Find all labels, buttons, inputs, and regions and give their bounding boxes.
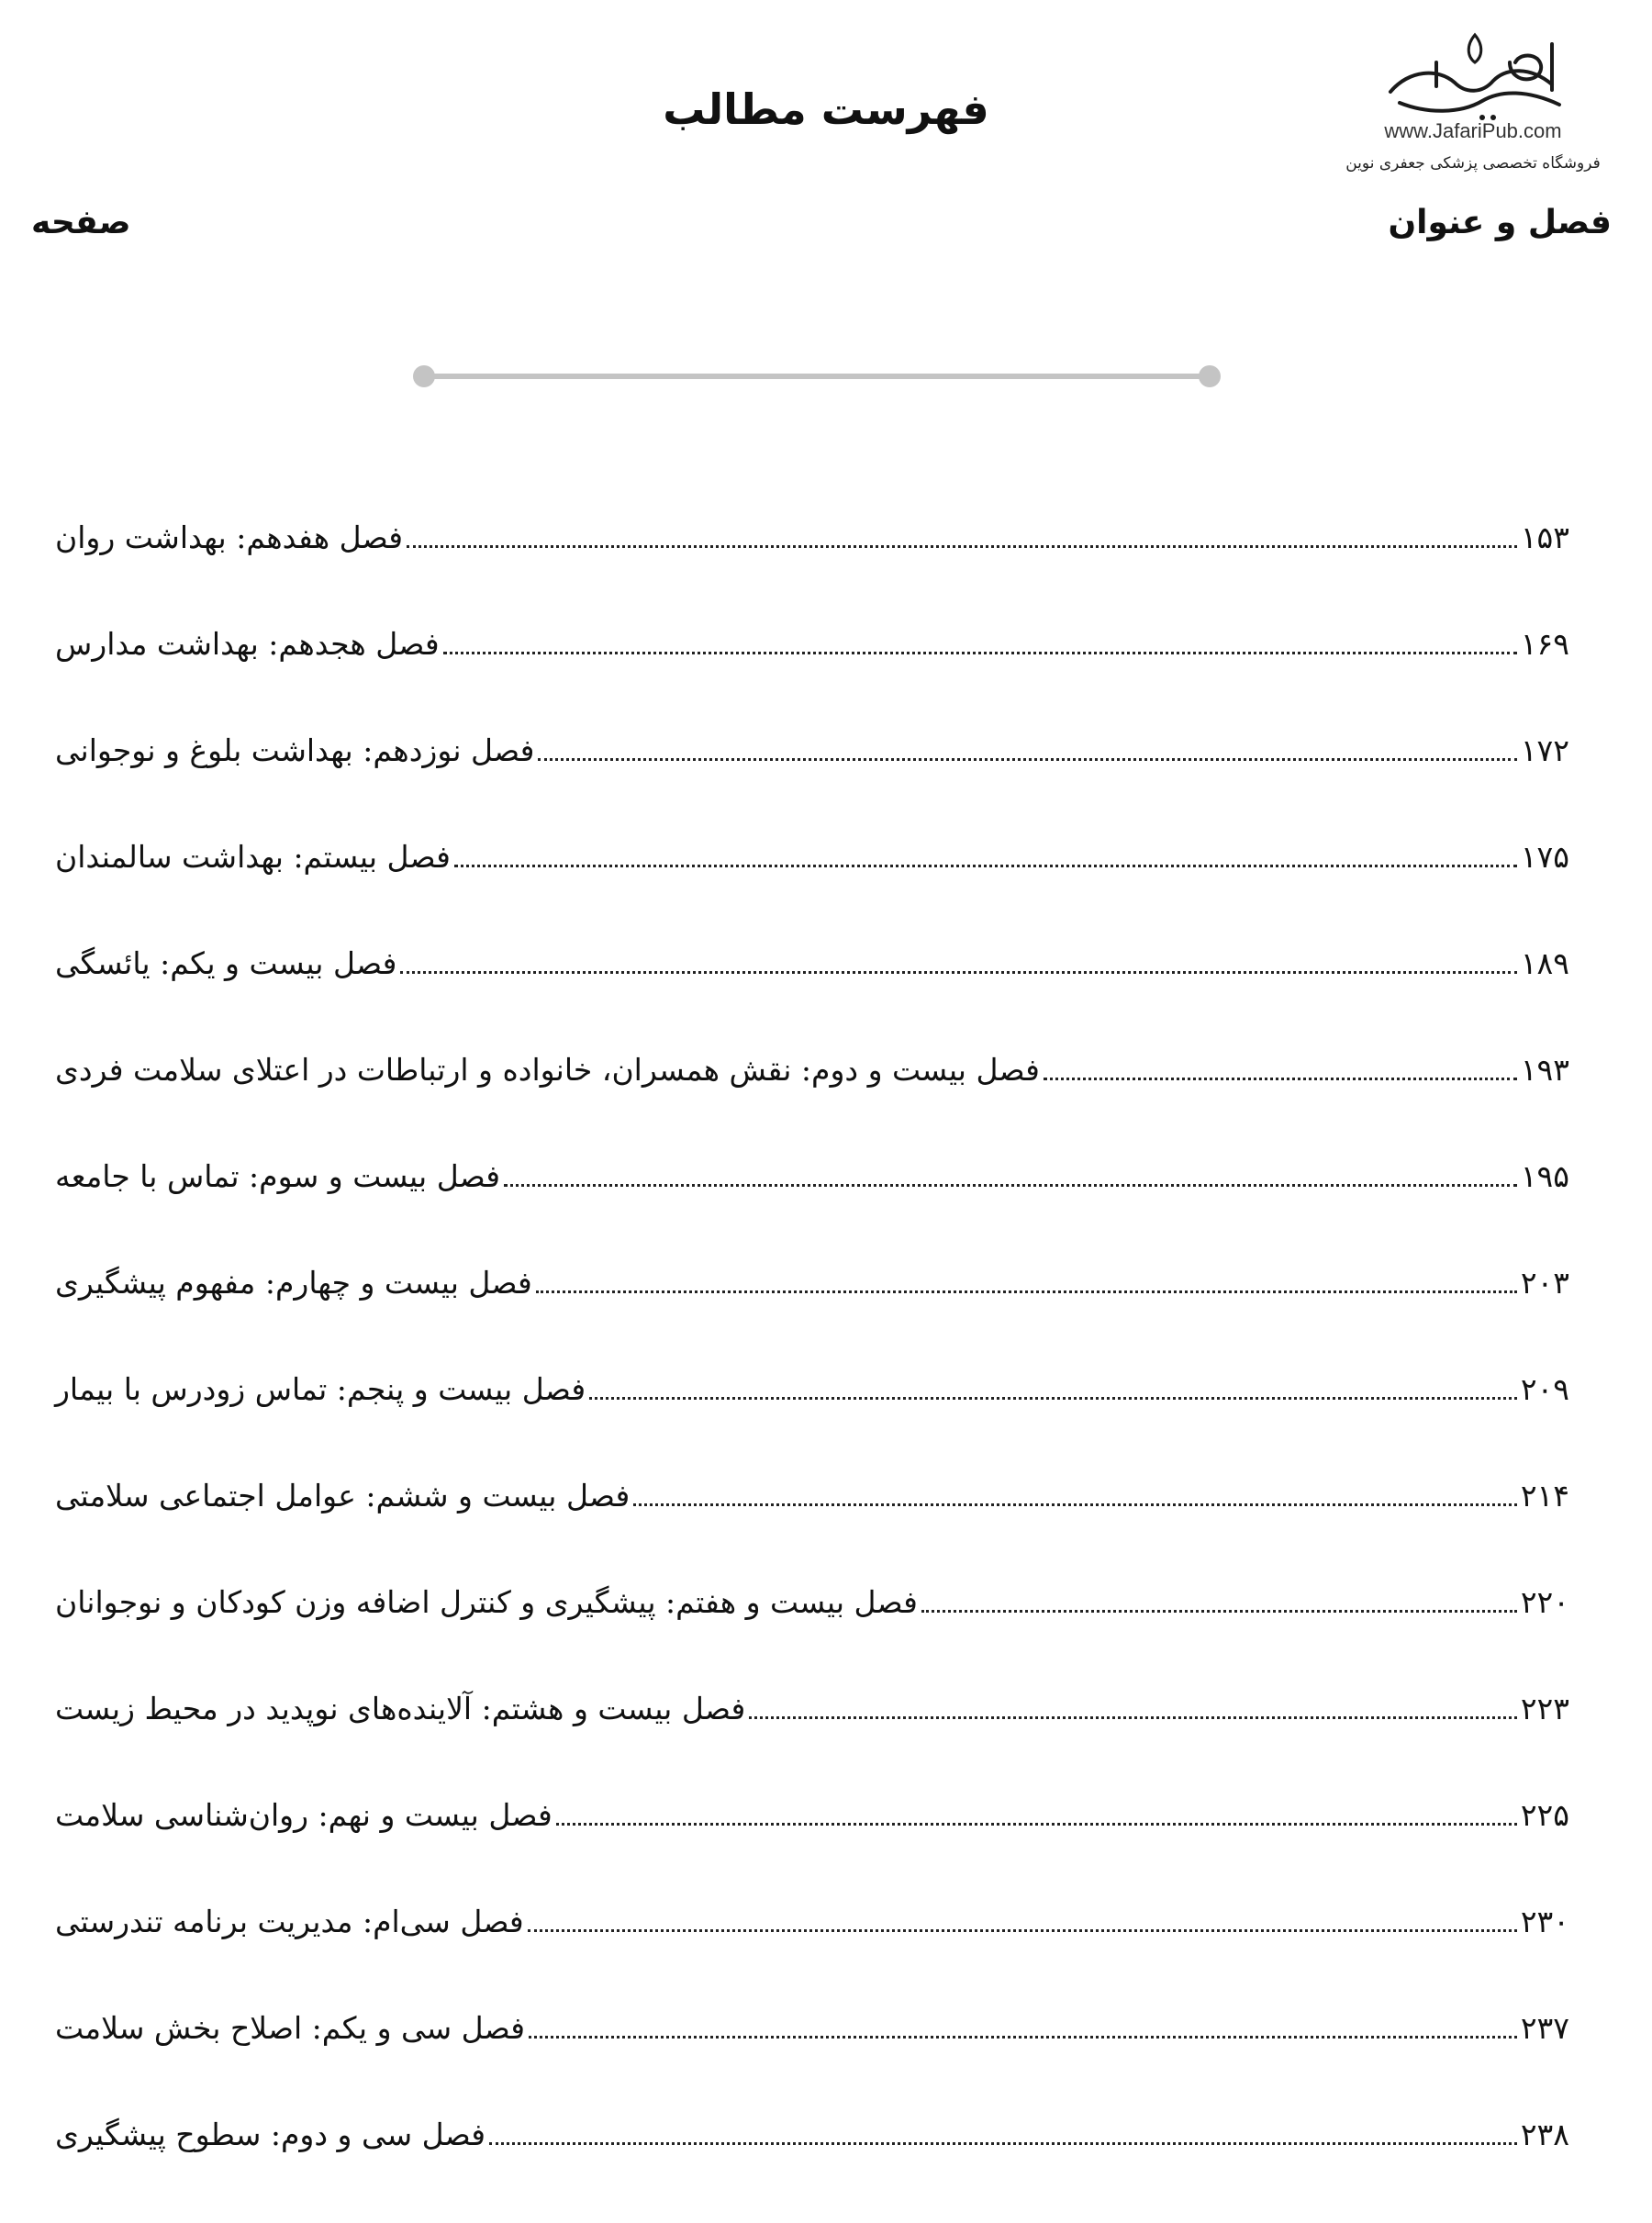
toc-entry-title: فصل سی‌ام: مدیریت برنامه تندرستی xyxy=(55,1904,524,1939)
toc-entry-title: فصل بیست و چهارم: مفهوم پیشگیری xyxy=(55,1265,532,1301)
dot-leader xyxy=(407,545,1517,548)
toc-entry[interactable] xyxy=(55,1904,1569,2010)
toc-entry-title: فصل بیست و نهم: روان‌شناسی سلامت xyxy=(55,1797,553,1833)
toc-entry[interactable] xyxy=(55,1691,1569,1797)
toc-entry-page: ۲۲۵ xyxy=(1520,1797,1569,1833)
toc-entry-page: ۲۳۰ xyxy=(1520,1904,1569,1939)
divider-line xyxy=(422,374,1211,379)
toc-entry-title: فصل بیست و هفتم: پیشگیری و کنترل اضافه وزن کودکان و نوجوانان xyxy=(55,1584,918,1620)
toc-entry[interactable] xyxy=(55,2117,1569,2223)
toc-entry[interactable] xyxy=(55,2010,1569,2117)
dot-leader xyxy=(528,1929,1517,1932)
publisher-logo-icon xyxy=(1372,26,1574,127)
toc-entry[interactable] xyxy=(55,1478,1569,1584)
section-divider xyxy=(413,365,1221,387)
column-header-page: صفحه xyxy=(31,204,131,241)
toc-entry[interactable] xyxy=(55,626,1569,732)
dot-leader xyxy=(504,1184,1517,1187)
page-title: فهرست مطالب xyxy=(663,84,989,134)
divider-dot-right xyxy=(1199,365,1221,387)
publisher-url: www.JafariPub.com xyxy=(1384,119,1562,142)
toc-entry-title: فصل بیست و هشتم: آلاینده‌های نوپدید در محیط زیست xyxy=(55,1691,746,1726)
toc-entry[interactable] xyxy=(55,839,1569,945)
toc-entry[interactable] xyxy=(55,1265,1569,1371)
toc-entry-page: ۱۵۳ xyxy=(1520,519,1569,555)
toc-entry-title: فصل هجدهم: بهداشت مدارس xyxy=(55,626,440,662)
toc-entry-title: فصل بیست و پنجم: تماس زودرس با بیمار xyxy=(55,1371,586,1407)
toc-entry-page: ۲۲۰ xyxy=(1520,1584,1569,1620)
dot-leader xyxy=(443,652,1517,654)
publisher-logo xyxy=(1335,26,1611,182)
toc-entry[interactable] xyxy=(55,1584,1569,1691)
dot-leader xyxy=(556,1823,1517,1826)
toc-entry-page: ۲۳۸ xyxy=(1520,2117,1569,2152)
toc-entry-title: فصل سی و یکم: اصلاح بخش سلامت xyxy=(55,2010,526,2046)
dot-leader xyxy=(589,1397,1517,1400)
toc-entry[interactable] xyxy=(55,1052,1569,1158)
toc-entry-title: فصل سی و دوم: سطوح پیشگیری xyxy=(55,2117,486,2152)
publisher-tagline: فروشگاه تخصصی پزشکی جعفری نوین xyxy=(1345,154,1601,173)
toc-entry-page: ۲۰۳ xyxy=(1520,1265,1569,1301)
dot-leader xyxy=(633,1503,1516,1506)
toc-entry-page: ۱۸۹ xyxy=(1520,945,1569,981)
dot-leader xyxy=(921,1610,1517,1613)
toc-entry-title: فصل بیستم: بهداشت سالمندان xyxy=(55,839,451,875)
toc-entry[interactable] xyxy=(55,732,1569,839)
toc-entry-page: ۱۷۲ xyxy=(1520,732,1569,768)
dot-leader xyxy=(749,1716,1517,1719)
toc-entry-page: ۲۰۹ xyxy=(1520,1371,1569,1407)
toc-entry-page: ۲۱۴ xyxy=(1520,1478,1569,1514)
dot-leader xyxy=(489,2142,1517,2145)
toc-entry-page: ۱۹۳ xyxy=(1520,1052,1569,1088)
toc-entry-title: فصل بیست و یکم: یائسگی xyxy=(55,945,397,981)
toc-entry-title: فصل بیست و سوم: تماس با جامعه xyxy=(55,1158,501,1194)
dot-leader xyxy=(454,865,1517,867)
toc-entry[interactable] xyxy=(55,1797,1569,1904)
toc-entry[interactable] xyxy=(55,519,1569,626)
toc-entry-page: ۱۶۹ xyxy=(1520,626,1569,662)
toc-entry-page: ۲۳۷ xyxy=(1520,2010,1569,2046)
dot-leader xyxy=(536,1290,1517,1293)
toc-entry-title: فصل نوزدهم: بهداشت بلوغ و نوجوانی xyxy=(55,732,535,768)
column-header-title: فصل و عنوان xyxy=(1388,204,1612,241)
table-of-contents xyxy=(55,519,1569,2223)
toc-entry[interactable] xyxy=(55,1371,1569,1478)
dot-leader xyxy=(529,2036,1517,2039)
toc-entry-page: ۱۷۵ xyxy=(1520,839,1569,875)
toc-entry-title: فصل بیست و دوم: نقش همسران، خانواده و ارتباطات در اعتلای سلامت فردی xyxy=(55,1052,1040,1088)
dot-leader xyxy=(400,971,1516,974)
toc-entry[interactable] xyxy=(55,1158,1569,1265)
toc-entry-page: ۲۲۳ xyxy=(1520,1691,1569,1726)
dot-leader xyxy=(1044,1078,1517,1080)
dot-leader xyxy=(538,758,1516,761)
toc-entry[interactable] xyxy=(55,945,1569,1052)
divider-dot-left xyxy=(413,365,435,387)
toc-entry-title: فصل بیست و ششم: عوامل اجتماعی سلامتی xyxy=(55,1478,631,1514)
toc-entry-page: ۱۹۵ xyxy=(1520,1158,1569,1194)
toc-entry-title: فصل هفدهم: بهداشت روان xyxy=(55,519,403,555)
